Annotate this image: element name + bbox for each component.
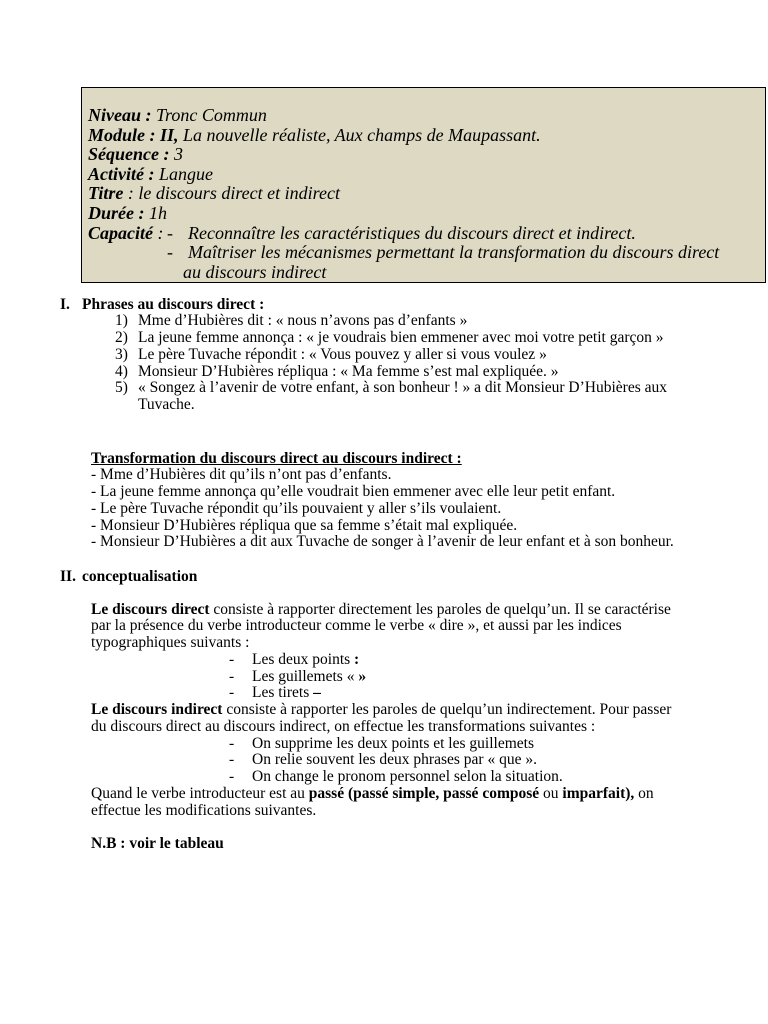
indice-item: [91, 669, 671, 686]
section-numeral: II.: [60, 567, 76, 585]
nb-section: [91, 836, 224, 853]
bullet-dash: -: [229, 734, 235, 752]
section-phrases-discours-direct: [60, 297, 667, 414]
indirect-sentence: - Monsieur D’Hubières répliqua que sa femme s’était mal expliquée.: [91, 516, 518, 534]
section-heading: [60, 569, 197, 586]
titre-row: [88, 184, 764, 204]
indirect-sentence: - Le père Tuvache répondit qu’ils pouvaient y aller s’ils voulaient.: [91, 499, 502, 517]
indirect-definition-line: [91, 702, 671, 719]
sequence-label: Séquence :: [88, 144, 170, 165]
capacite-item-continuation: au discours indirect: [183, 261, 327, 282]
indirect-sentence: - Mme d’Hubières dit qu’ils n’ont pas d’enfants.: [91, 466, 392, 484]
indice-text: Les guillemets «: [252, 667, 355, 685]
niveau-label: Niveau :: [88, 105, 152, 125]
transformation-rule: [91, 736, 671, 753]
tense-note-line: [91, 786, 671, 803]
list-item-number: 3): [115, 345, 128, 363]
indice-text: Les tirets: [252, 684, 310, 702]
list-item-text: Tuvache.: [138, 396, 195, 413]
duree-row: [88, 204, 764, 224]
section-numeral: I.: [60, 295, 70, 313]
duree-label: Durée :: [88, 202, 145, 223]
section-title: conceptualisation: [82, 567, 198, 585]
capacite-bullet: -: [167, 222, 173, 243]
tense-note-lead: Quand le verbe introducteur est au: [91, 784, 305, 802]
capacite-row: [88, 224, 764, 244]
transformation-rule: [91, 769, 671, 786]
capacite-item: Reconnaître les caractéristiques du discours direct et indirect.: [188, 222, 636, 243]
transformation-heading: Transformation du discours direct au discours indirect :: [91, 449, 462, 467]
direct-definition-text: consiste à rapporter directement les paroles de quelqu’un. Il se caractérise: [213, 600, 671, 618]
indirect-sentence: - La jeune femme annonça qu’elle voudrait bien emmener avec elle leur petit enfant.: [91, 483, 616, 500]
indice-symbol: :: [354, 650, 360, 668]
tense-note-line: effectue les modifications suivantes.: [91, 801, 317, 819]
list-item: [115, 330, 667, 347]
bullet-dash: -: [229, 667, 235, 685]
bullet-dash: -: [229, 650, 235, 668]
direct-definition-line: [91, 602, 671, 619]
tense-note-tail: on: [638, 784, 654, 802]
list-item: [115, 380, 667, 414]
lesson-info: [88, 106, 764, 282]
transformation-rule-text: On supprime les deux points et les guillemets: [252, 734, 534, 752]
indice-item: [91, 685, 671, 702]
direct-speech-list: [60, 313, 667, 414]
list-item-number: 4): [115, 362, 128, 380]
list-item: [115, 313, 667, 330]
list-item-text: Mme d’Hubières dit : « nous n’avons pas d’enfants »: [138, 312, 468, 330]
activite-label: Activité :: [88, 163, 155, 184]
list-item: [115, 364, 667, 381]
list-item-text: Le père Tuvache répondit : « Vous pouvez y aller si vous voulez »: [138, 345, 547, 363]
section-heading: [60, 297, 667, 314]
indirect-definition-text: consiste à rapporter les paroles de quelqu’un indirectement. Pour passer: [226, 701, 672, 718]
section-conceptualisation: [60, 569, 197, 586]
bullet-dash: -: [229, 684, 235, 702]
capacite-separator: :: [157, 222, 164, 243]
direct-definition-line: typographiques suivants :: [91, 634, 250, 651]
bullet-dash: -: [229, 751, 235, 769]
capacite-bullet: -: [167, 242, 173, 263]
titre-label: Titre: [88, 183, 124, 204]
list-item-number: 2): [115, 329, 128, 346]
indice-symbol: »: [358, 667, 367, 685]
list-item-line: [115, 380, 667, 397]
capacite-label: Capacité: [88, 222, 153, 243]
list-item-text: Monsieur D’Hubières répliqua : « Ma femme s’est mal expliquée. »: [138, 362, 559, 380]
list-item: [115, 347, 667, 364]
tense-note-conjunction: ou: [543, 784, 559, 802]
module-row: [88, 126, 764, 146]
indirect-definition-line: du discours direct au discours indirect, on effectue les transformations suivantes :: [91, 717, 596, 735]
module-label: Module : II,: [88, 124, 179, 145]
duree-value: 1h: [149, 202, 167, 223]
activite-value: Langue: [158, 163, 213, 184]
module-value: La nouvelle réaliste, Aux champs de Maupassant.: [183, 124, 541, 145]
transformation-rule: [91, 752, 671, 769]
list-item-number: 1): [115, 312, 128, 330]
tense-note-bold: imparfait),: [562, 784, 635, 802]
direct-term: Le discours direct: [91, 600, 210, 618]
indice-symbol: –: [313, 684, 321, 702]
section-title: Phrases au discours direct :: [82, 295, 265, 313]
list-item-text: La jeune femme annonça : « je voudrais bien emmener avec moi votre petit garçon »: [138, 329, 664, 346]
direct-definition-line: par la présence du verbe introducteur comme le verbe « dire », et aussi par les indices: [91, 617, 622, 635]
list-item-text: « Songez à l’avenir de votre enfant, à son bonheur ! » a dit Monsieur D’Hubières aux: [138, 379, 667, 397]
indirect-sentence: - Monsieur D’Hubières a dit aux Tuvache de songer à l’avenir de leur enfant et à son bonheur.: [91, 533, 674, 551]
bullet-dash: -: [229, 768, 235, 785]
sequence-value: 3: [173, 144, 183, 165]
indice-text: Les deux points: [252, 650, 351, 668]
capacite-row: [88, 263, 764, 283]
activite-row: [88, 165, 764, 185]
nb-note: N.B : voir le tableau: [91, 834, 224, 852]
transformation-rule-text: On relie souvent les deux phrases par « que ».: [252, 751, 537, 769]
capacite-row: [88, 243, 764, 263]
conceptualisation-body: [91, 602, 671, 820]
indirect-term: Le discours indirect: [91, 701, 223, 718]
tense-note-bold: passé (passé simple, passé composé: [308, 784, 540, 802]
niveau-value: Tronc Commun: [155, 105, 267, 125]
niveau-row: [88, 106, 764, 126]
transformation-section: [91, 451, 674, 552]
list-item-number: 5): [115, 379, 128, 397]
sequence-row: [88, 145, 764, 165]
transformation-rule-text: On change le pronom personnel selon la situation.: [252, 768, 563, 785]
capacite-item: Maîtriser les mécanismes permettant la transformation du discours direct: [188, 242, 720, 263]
list-item-line: [115, 397, 667, 414]
titre-value: : le discours direct et indirect: [127, 183, 340, 204]
indice-item: [91, 652, 671, 669]
